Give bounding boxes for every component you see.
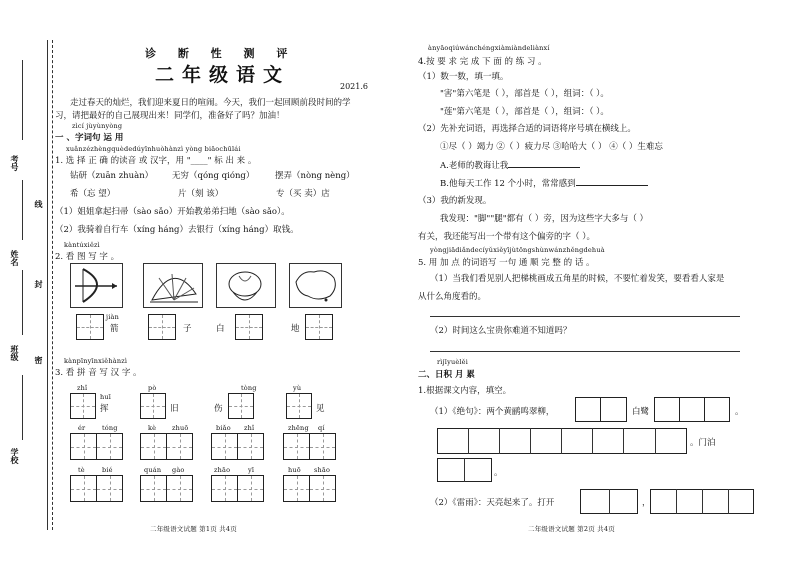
r3-py-3: quán [144, 466, 162, 474]
r1-char-1: 挥 [100, 404, 109, 414]
poem1-row2-div7 [655, 428, 656, 454]
poem1-menbo: 。门泊 [690, 438, 716, 448]
q5-2-answer-line[interactable] [430, 351, 740, 352]
poem1-row2-div3 [530, 428, 531, 454]
q5-1b: 从什么角度看的。 [418, 292, 487, 302]
q1-r1-c: 摆弄（nòng nèng） [275, 171, 355, 181]
q2-pinyin-jian: jiàn [106, 313, 119, 321]
field-name[interactable] [22, 180, 23, 240]
q4-a: "害"第六笔是（ ），部首是（ ），组词：（ ）。 [440, 89, 609, 99]
q2-write-cell-3[interactable] [235, 314, 263, 340]
cabbage-picture [216, 263, 276, 308]
r2-cell-5[interactable] [211, 433, 238, 460]
q4-B-text: B.他每天工作 12 个小时，常常感到 [440, 179, 576, 189]
r1-cell-1[interactable] [70, 393, 96, 419]
r3-cell-5[interactable] [211, 475, 238, 502]
r3-cell-6[interactable] [237, 475, 264, 502]
r3-py-5: zhāo [214, 466, 231, 474]
poem2-box-b-div2 [702, 489, 703, 514]
r3-py-2: bié [102, 466, 113, 474]
q2-char-3: 白 [216, 324, 225, 334]
r1-cell-3[interactable] [228, 393, 254, 419]
q4-2: （2）先补充词语，再选择合适的词语将序号填在横线上。 [418, 124, 636, 134]
q1-p2: （2）我骑着自行车（xíng háng）去银行（xíng háng）取钱。 [55, 225, 299, 235]
q2-text: 2. 看 图 写 字 。 [55, 252, 120, 262]
s2-1: 1.根据课文内容，填空。 [418, 386, 512, 396]
q2-char-4: 地 [291, 324, 300, 334]
r2-cell-3[interactable] [140, 433, 167, 460]
q4-A [440, 158, 580, 171]
s1-pinyin: zìcí jùyùnyòng [72, 122, 123, 130]
poem1-box-a2[interactable] [600, 397, 627, 422]
r3-py-7: huō [288, 466, 301, 474]
q4-text: 4.按 要 求 完 成 下 面 的 练 习 。 [418, 57, 547, 67]
r1-char-4: 见 [316, 404, 325, 414]
r1-py-2: huī [100, 393, 112, 401]
r1-py-4: tòng [241, 384, 257, 392]
s1-heading: 一 、字词句 运 用 [55, 133, 124, 143]
date: 2021.6 [340, 82, 368, 91]
poem2-comma: ， [642, 498, 651, 508]
r3-cell-8[interactable] [309, 475, 336, 502]
s2-pinyin: rìjīyuèlěi [437, 358, 468, 366]
r1-char-3: 伤 [214, 404, 223, 414]
r2-cell-8[interactable] [309, 433, 336, 460]
r3-py-6: yī [248, 466, 255, 474]
binding-line-outer [47, 40, 48, 530]
q4-A-text: A.老师的教诲让我 [440, 161, 509, 171]
q2-char-2: 子 [183, 324, 192, 334]
poem1-row3-period: 。 [494, 468, 503, 478]
r3-cell-7[interactable] [283, 475, 310, 502]
q1-r1-a: 钻研（zuān zhuàn） [70, 171, 154, 181]
q2-pinyin: kàntúxiězì [64, 241, 100, 249]
footer-right: 二年级语文试题 第2页 共4页 [528, 525, 615, 533]
r2-cell-4[interactable] [166, 433, 193, 460]
r2-py-6: zhǐ [244, 424, 255, 432]
r1-cell-2[interactable] [140, 393, 166, 419]
r1-char-2: 旧 [170, 404, 179, 414]
poem1-text: （1）《绝句》：两个黄鹂鸣翠柳， [430, 407, 555, 417]
q5-pinyin: yòngjiādiǎndecíyǔxiěyījùtōngshùnwánzhěngdehuà [430, 246, 605, 254]
q2-char-1: 箭 [110, 324, 119, 334]
poem1-row2-div4 [561, 428, 562, 454]
r2-py-1: ér [78, 424, 86, 432]
r1-py-1: zhǐ [77, 384, 88, 392]
q5-text: 5. 用 加 点 的词语写 一句 通 顺 完 整 的 话 。 [418, 258, 595, 268]
bow-arrow-picture [70, 263, 123, 308]
r2-py-8: qí [318, 424, 325, 432]
poem1-row2-div6 [623, 428, 624, 454]
fan-picture [143, 263, 203, 308]
q4-3: （3）我的新发现。 [418, 196, 492, 206]
binding-line-inner [52, 40, 53, 530]
poem1-row2-div2 [499, 428, 500, 454]
q1-pinyin: xuǎnzézhèngquèdedúyīnhuòhànzì yòng biāochūlái [66, 145, 241, 153]
r2-py-5: biǎo [216, 424, 231, 432]
q4-options: ①尽（ ）竭力 ②（ ）疲力尽 ③哈哈大（ ） ④（ ）生难忘 [440, 142, 663, 152]
r3-py-1: tè [78, 466, 85, 474]
poem1-box-b2[interactable] [679, 397, 705, 422]
q4-B [440, 176, 648, 189]
q1-r2-a: 希（忘 望） [70, 189, 116, 199]
label-class: 班级 [10, 345, 20, 361]
q3-text: 3. 看 拼 音 写 汉 字 。 [55, 368, 142, 378]
r3-py-8: shāo [314, 466, 331, 474]
q4-b: "莲"第六笔是（ ），部首是（ ），组词：（ ）。 [440, 107, 609, 117]
q1-r2-b: 片（刻 该） [178, 189, 224, 199]
q4-1: （1）数一数，填一填。 [418, 72, 509, 82]
r3-cell-4[interactable] [166, 475, 193, 502]
seal-char-mi: 密 [34, 356, 44, 364]
q4-3a: 我发现："脚""腿"都有（ ）旁，因为这些字大多与（ ） [440, 214, 649, 224]
q1-r1-b: 无穷（qóng qióng） [172, 171, 255, 181]
poem2-box-b-div1 [676, 489, 677, 514]
label-school: 学校 [10, 448, 20, 464]
q1-r2-c: 专（买 卖）店 [276, 189, 330, 199]
field-id[interactable] [22, 60, 23, 140]
q1-p1: （1）姐姐拿起扫帚（sào sǎo）开始教弟弟扫地（sào sǎo）。 [55, 207, 290, 217]
r1-py-5: yù [293, 384, 302, 392]
intro-line-2: 习，请把最好的自己展现出来！同学们，准备好了吗？加油！ [55, 111, 285, 121]
q4-pinyin: ànyāoqiúwánchéngxiàmiàndeliànxí [428, 44, 550, 52]
r2-py-3: kè [148, 424, 157, 432]
label-id: 考号 [10, 155, 20, 171]
q3-pinyin: kànpīnyīnxiěhànzì [64, 357, 128, 365]
subtitle: 诊 断 性 测 评 [145, 47, 297, 60]
r3-py-4: gào [172, 466, 185, 474]
r2-cell-2[interactable] [96, 433, 123, 460]
map-picture [289, 263, 342, 308]
poem1-bailu: 白鹭 [632, 407, 650, 417]
q2-write-cell-2[interactable] [148, 314, 176, 340]
r2-cell-7[interactable] [283, 433, 310, 460]
q1-text: 1. 选 择 正 确 的读音 或 汉字，用 "____" 标 出 来 。 [55, 156, 257, 166]
poem2-box-a-div [609, 489, 610, 514]
q2-write-cell-1[interactable] [76, 314, 104, 340]
r2-cell-1[interactable] [70, 433, 97, 460]
r2-py-4: zhuō [172, 424, 189, 432]
poem1-row2-box[interactable] [437, 428, 687, 454]
poem1-period: 。 [735, 407, 744, 417]
poem1-row2-div1 [468, 428, 469, 454]
field-class[interactable] [22, 270, 23, 335]
q4-3b: 有关，我还能写出一个带有这个偏旁的字（ ）。 [418, 232, 595, 242]
r2-py-2: tóng [102, 424, 118, 432]
label-name: 姓名 [10, 250, 20, 266]
r3-cell-2[interactable] [96, 475, 123, 502]
intro-line-1: 走过春天的灿烂，我们迎来夏日的喧闹。今天，我们一起回顾前段时间的学 [70, 98, 351, 108]
r2-cell-6[interactable] [237, 433, 264, 460]
poem1-row3-div [464, 458, 465, 482]
page-title: 二年级语文 [155, 64, 291, 86]
footer-left: 二年级语文试题 第1页 共4页 [150, 525, 237, 533]
r3-cell-3[interactable] [140, 475, 167, 502]
poem2-box-b-div3 [728, 489, 729, 514]
s2-heading: 二、日积 月 累 [418, 370, 475, 380]
q5-1-answer-line[interactable] [430, 316, 740, 317]
poem2-text: （2）《雷雨》：天亮起来了。打开 [430, 498, 555, 508]
q5-2: （2）时间这么宝贵你难道不知道吗？ [430, 326, 572, 336]
seal-char-feng: 封 [34, 280, 44, 288]
seal-char-xian: 线 [34, 200, 44, 208]
r2-py-7: zhēng [288, 424, 309, 432]
field-school[interactable] [22, 375, 23, 440]
q2-write-cell-4[interactable] [305, 314, 333, 340]
r3-cell-1[interactable] [70, 475, 97, 502]
poem1-row2-div5 [592, 428, 593, 454]
q5-1a: （1）当我们看见别人把梯桃画成五角星的时候，不要忙着发笑，要看看人家是 [430, 274, 725, 284]
q4-A-blank[interactable] [508, 158, 580, 168]
r1-py-3: pò [148, 384, 157, 392]
r1-cell-4[interactable] [286, 393, 312, 419]
q4-B-blank[interactable] [576, 176, 648, 186]
